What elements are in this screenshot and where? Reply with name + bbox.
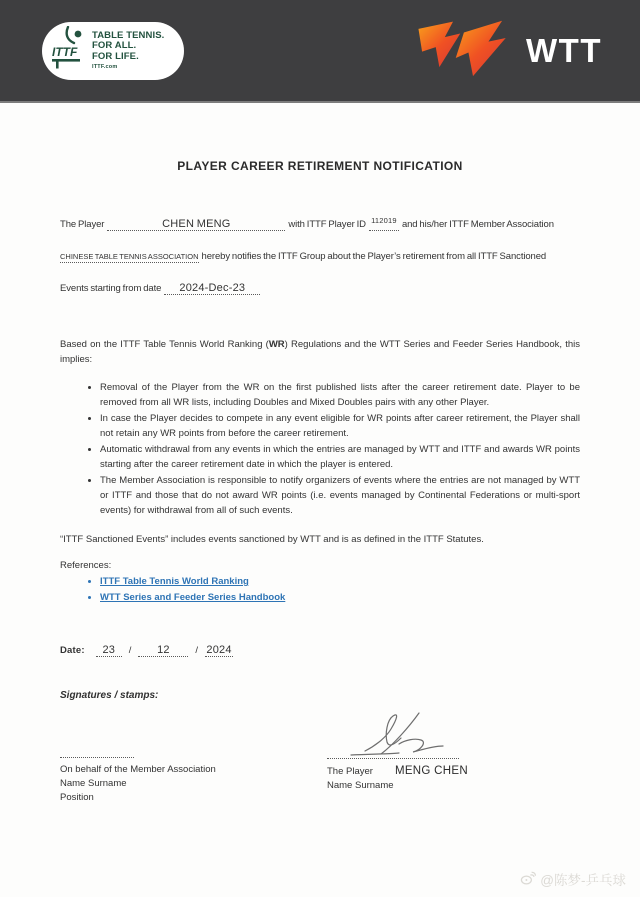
- link-ittf-world-ranking[interactable]: ITTF Table Tennis World Ranking: [100, 576, 249, 587]
- basis-text-after: ) Regulations and the WTT Series and Feeder Series Handbook, this implies:: [60, 339, 580, 365]
- date-day-value: 23: [102, 644, 116, 656]
- document-body: [0, 103, 640, 805]
- signature-block: [60, 709, 580, 805]
- association-signature-column: [60, 709, 327, 805]
- header-bar: [0, 0, 640, 103]
- date-label: Date:: [60, 645, 85, 656]
- weibo-watermark: [520, 869, 626, 889]
- signatures-stamps-label: Signatures / stamps:: [60, 690, 159, 701]
- player-id-field: [369, 216, 399, 231]
- intro-text-association: and his/her ITTF Member Association: [401, 219, 554, 230]
- intro-line-1: [60, 216, 580, 231]
- intro-text-events-from: Events starting from date: [60, 283, 162, 294]
- association-signature-caption: On behalf of the Member Association: [60, 764, 216, 775]
- association-name-surname: Name Surname: [60, 778, 127, 789]
- list-item: [100, 574, 580, 590]
- list-item: • In case the Player decides to compete in any event eligible for WR points after career retirement, the Player shall not retain any WR points from before the career retirement.: [100, 411, 580, 441]
- player-name-surname: Name Surname: [327, 780, 394, 791]
- list-item: • Automatic withdrawal from any events in which the entries are managed by WTT and ITTF and awards WR points starting after the career retirement date in which the player is entered.: [100, 442, 580, 472]
- retirement-date-field: [164, 283, 260, 295]
- player-signature-caption: The Player: [327, 766, 373, 777]
- date-day-field: [96, 645, 122, 657]
- list-item: • Removal of the Player from the WR on the first published lists after the career retirement date. Player to be removed from all WR lists, including Doubles and Mixed Doubles pairs with any other Player.: [100, 380, 580, 410]
- basis-paragraph: [60, 337, 580, 367]
- weibo-icon: [520, 870, 536, 889]
- player-signed-name: MENG CHEN: [394, 765, 468, 777]
- player-id-value: 112019: [371, 216, 397, 225]
- references-list: [60, 574, 580, 605]
- player-signature-column: [327, 709, 580, 805]
- date-year-value: 2024: [206, 644, 232, 656]
- wtt-wordmark: WTT: [526, 31, 602, 69]
- ittf-slogan-line2: FOR ALL.: [92, 40, 137, 52]
- ittf-slogan: [92, 31, 164, 71]
- watermark-text: @陈梦-乒乓球: [540, 873, 626, 888]
- references-label: References:: [60, 560, 112, 571]
- basis-text-before: Based on the ITTF Table Tennis World Ranking (: [60, 339, 269, 350]
- player-signature: [341, 711, 580, 762]
- association-value: CHINESE TABLE TENNIS ASSOCIATION: [60, 252, 199, 261]
- date-section: [60, 645, 580, 657]
- date-month-value: 12: [157, 644, 170, 656]
- ittf-slogan-line3: FOR LIFE.: [92, 50, 139, 62]
- date-separator: /: [128, 645, 132, 656]
- signature-spacer: [60, 709, 327, 757]
- wtt-logo: [413, 17, 602, 84]
- wtt-logo-icon: [413, 17, 513, 84]
- ittf-logo: [42, 22, 184, 80]
- player-name-value: CHEN MENG: [162, 218, 231, 230]
- ittf-slogan-line1: TABLE TENNIS.: [92, 29, 165, 41]
- sanctioned-events-note: “ITTF Sanctioned Events” includes events sanctioned by WTT and is as defined in the ITTF Statutes.: [60, 534, 484, 545]
- association-field: [60, 251, 199, 263]
- svg-text:ITTF: ITTF: [52, 45, 78, 59]
- date-separator: /: [195, 645, 199, 656]
- association-signature-line: [60, 757, 134, 758]
- list-item: [100, 590, 580, 606]
- link-wtt-handbook[interactable]: WTT Series and Feeder Series Handbook: [100, 591, 286, 603]
- ittf-logo-icon: [51, 26, 87, 75]
- references-section: [60, 560, 580, 605]
- intro-text-the-player: The Player: [60, 219, 105, 230]
- retirement-date-value: 2024-Dec-23: [179, 282, 246, 294]
- basis-wr-abbrev: WR: [268, 339, 285, 350]
- intro-section: [60, 216, 580, 295]
- intro-line-3: [60, 283, 580, 295]
- association-position: Position: [60, 792, 94, 803]
- date-month-field: [138, 645, 188, 657]
- list-item: • The Member Association is responsible to notify organizers of events where the entries are not managed by WTT or ITTF and those that do not award WR points (i.e. events managed by Continental Federations or multi-sport events) for withdrawal from all of such events.: [100, 473, 580, 518]
- intro-text-player-id: with ITTF Player ID: [288, 219, 366, 230]
- page-title: PLAYER CAREER RETIREMENT NOTIFICATION: [177, 159, 463, 173]
- date-year-field: [205, 645, 233, 657]
- player-name-field: [107, 219, 285, 231]
- player-signature-caption-row: [327, 764, 580, 779]
- implications-list: [60, 380, 580, 518]
- intro-text-notifies: hereby notifies the ITTF Group about the Player’s retirement from all ITTF Sanctioned: [201, 251, 547, 262]
- ittf-site-url: ITTF.com: [92, 64, 118, 71]
- intro-line-2: [60, 251, 580, 263]
